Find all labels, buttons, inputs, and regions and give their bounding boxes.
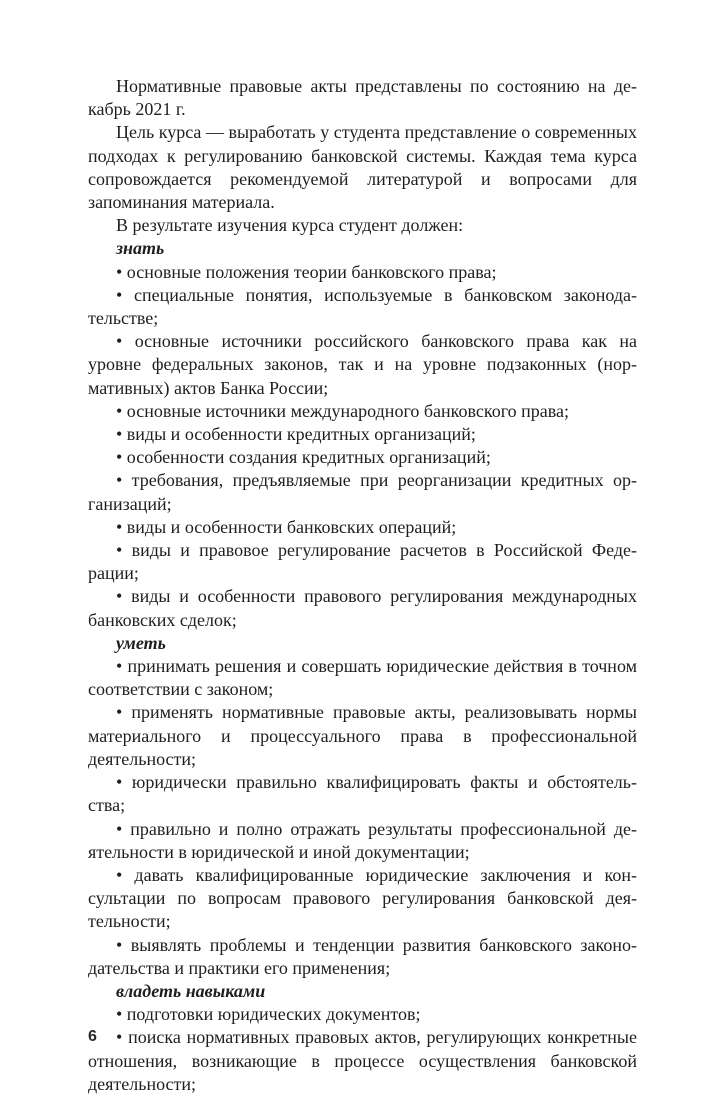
paragraph: Нормативные правовые акты представлены по состоянию на декабрь 2021 г.: [88, 76, 637, 120]
paragraph: • основные положения теории банковского права;: [116, 261, 497, 282]
paragraph: • виды и правовое регулирование расчетов в Российской Федерации;: [88, 540, 637, 584]
section-heading: уметь: [116, 632, 166, 653]
paragraph: • поиска нормативных правовых актов, регулирующих конкретные отношения, возникающие в процессе осуществления банковской деятельности;: [88, 1027, 637, 1094]
paragraph: • юридически правильно квалифицировать факты и обстоятельства;: [88, 772, 637, 816]
paragraph: • основные источники международного банковского права;: [116, 400, 570, 421]
paragraph: • выявлять проблемы и тенденции развития банковского законодательства и практики его применения;: [88, 934, 637, 978]
page-number: 6: [88, 1028, 97, 1045]
paragraph: • правильно и полно отражать результаты профессиональной деятельности в юридической и иной документации;: [88, 818, 637, 862]
paragraph: • виды и особенности кредитных организаций;: [116, 424, 476, 445]
paragraph: • требования, предъявляемые при реорганизации кредитных организаций;: [88, 470, 637, 514]
paragraph: • основные источники российского банковского права как на уровне федеральных законов, так и на уровне подзаконных (нормативных) актов Банка России;: [88, 331, 637, 398]
section-heading: владеть навыками: [116, 980, 266, 1001]
paragraph: В результате изучения курса студент должен:: [116, 215, 464, 236]
paragraph: • специальные понятия, используемые в банковском законодательстве;: [88, 284, 637, 329]
paragraph: • применять нормативные правовые акты, реализовывать нормы материального и процессуального права в профессиональной деятельности;: [88, 702, 637, 769]
body-text: [88, 75, 637, 1096]
paragraph: • давать квалифицированные юридические заключения и консультации по вопросам правового регулирования банковской деятельности;: [88, 864, 637, 932]
paragraph: Цель курса — выработать у студента представление о современных подходах к регулированию банковской системы. Каждая тема курса сопровождается рекомендуемой литературой и вопросами для запоминания материала.: [88, 122, 637, 213]
paragraph: • подготовки юридических документов;: [116, 1004, 421, 1025]
paragraph: • виды и особенности банковских операций;: [116, 516, 457, 537]
paragraph: • принимать решения и совершать юридические действия в точном соответствии с законом;: [88, 656, 637, 700]
paragraph: • виды и особенности правового регулирования международных банковских сделок;: [88, 586, 637, 630]
paragraph: • особенности создания кредитных организаций;: [116, 447, 491, 468]
section-heading: знать: [116, 238, 165, 259]
